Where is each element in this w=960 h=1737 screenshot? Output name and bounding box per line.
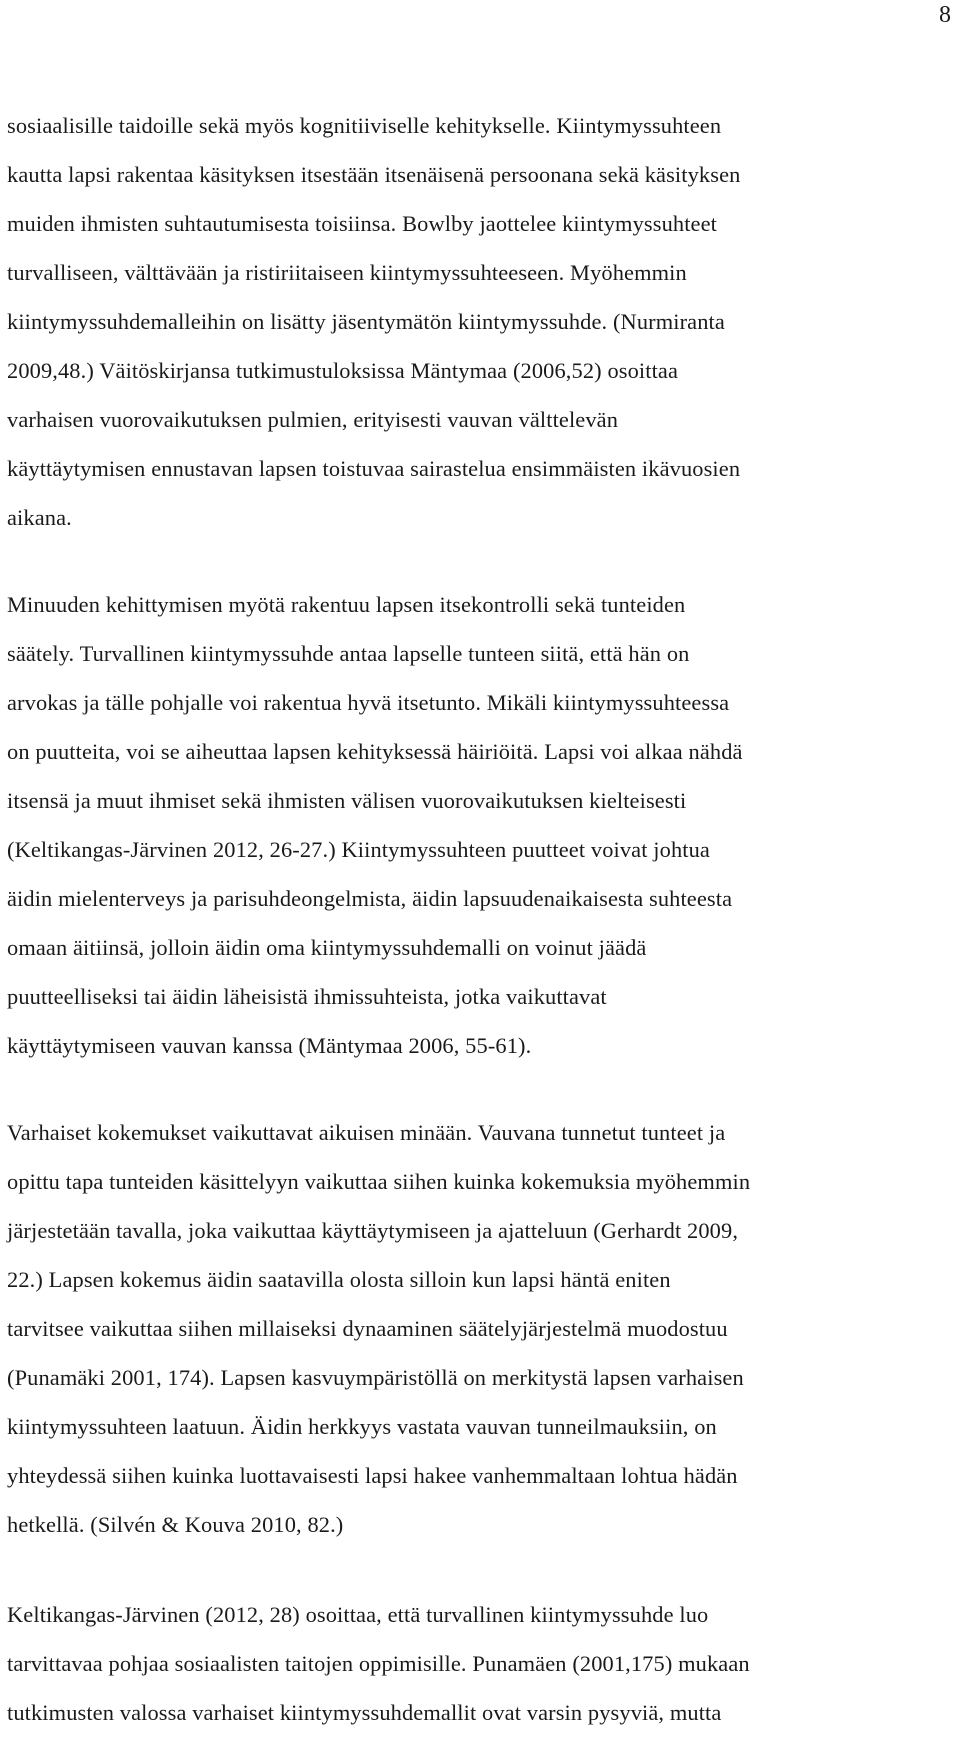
text-line: säätely. Turvallinen kiintymyssuhde antaa lapselle tunteen siitä, että hän on bbox=[7, 641, 690, 666]
text-line: puutteelliseksi tai äidin läheisistä ihmissuhteista, jotka vaikuttavat bbox=[7, 984, 607, 1009]
text-line: käyttäytymiseen vauvan kanssa (Mäntymaa 2006, 55-61). bbox=[7, 1033, 532, 1058]
text-line: äidin mielenterveys ja parisuhdeongelmista, äidin lapsuudenaikaisesta suhteesta bbox=[7, 886, 733, 911]
text-line: Keltikangas-Järvinen (2012, 28) osoittaa, että turvallinen kiintymyssuhde luo bbox=[7, 1602, 709, 1627]
text-line: 2009,48.) Väitöskirjansa tutkimustuloksissa Mäntymaa (2006,52) osoittaa bbox=[7, 358, 679, 383]
text-line: hetkellä. (Silvén & Kouva 2010, 82.) bbox=[7, 1512, 344, 1537]
text-line: kiintymyssuhdemalleihin on lisätty jäsentymätön kiintymyssuhde. (Nurmiranta bbox=[7, 309, 725, 334]
text-line: turvalliseen, välttävään ja ristiriitaiseen kiintymyssuhteeseen. Myöhemmin bbox=[7, 260, 687, 285]
paragraph bbox=[7, 101, 957, 542]
text-line: aikana. bbox=[7, 505, 72, 530]
text-line: opittu tapa tunteiden käsittelyyn vaikuttaa siihen kuinka kokemuksia myöhemmin bbox=[7, 1169, 751, 1194]
text-line: (Keltikangas-Järvinen 2012, 26-27.) Kiintymyssuhteen puutteet voivat johtua bbox=[7, 837, 710, 862]
text-line: 22.) Lapsen kokemus äidin saatavilla olosta silloin kun lapsi häntä eniten bbox=[7, 1267, 671, 1292]
text-line: sosiaalisille taidoille sekä myös kognitiiviselle kehitykselle. Kiintymyssuhteen bbox=[7, 113, 722, 138]
text-line: varhaisen vuorovaikutuksen pulmien, erityisesti vauvan välttelevän bbox=[7, 407, 619, 432]
text-line: Minuuden kehittymisen myötä rakentuu lapsen itsekontrolli sekä tunteiden bbox=[7, 592, 686, 617]
text-line: tarvitsee vaikuttaa siihen millaiseksi dynaaminen säätelyjärjestelmä muodostuu bbox=[7, 1316, 728, 1341]
text-line: käyttäytymisen ennustavan lapsen toistuvaa sairastelua ensimmäisten ikävuosien bbox=[7, 456, 741, 481]
paragraph bbox=[7, 580, 957, 1070]
text-line: Varhaiset kokemukset vaikuttavat aikuisen minään. Vauvana tunnetut tunteet ja bbox=[7, 1120, 726, 1145]
text-line: järjestetään tavalla, joka vaikuttaa käyttäytymiseen ja ajatteluun (Gerhardt 2009, bbox=[7, 1218, 739, 1243]
paragraph bbox=[7, 1108, 957, 1549]
text-line: yhteydessä siihen kuinka luottavaisesti lapsi hakee vanhemmaltaan lohtua hädän bbox=[7, 1463, 738, 1488]
text-line: kautta lapsi rakentaa käsityksen itsestään itsenäisenä persoonana sekä käsityksen bbox=[7, 162, 741, 187]
text-line: muiden ihmisten suhtautumisesta toisiinsa. Bowlby jaottelee kiintymyssuhteet bbox=[7, 211, 717, 236]
paragraph bbox=[7, 1590, 957, 1737]
text-line: tarvittavaa pohjaa sosiaalisten taitojen oppimisille. Punamäen (2001,175) mukaan bbox=[7, 1651, 750, 1676]
text-line: kiintymyssuhteen laatuun. Äidin herkkyys vastata vauvan tunneilmauksiin, on bbox=[7, 1414, 717, 1439]
text-line: on puutteita, voi se aiheuttaa lapsen kehityksessä häiriöitä. Lapsi voi alkaa nähdä bbox=[7, 739, 743, 764]
page-number: 8 bbox=[939, 2, 951, 28]
text-line: omaan äitiinsä, jolloin äidin oma kiintymyssuhdemalli on voinut jäädä bbox=[7, 935, 647, 960]
text-line: arvokas ja tälle pohjalle voi rakentua hyvä itsetunto. Mikäli kiintymyssuhteessa bbox=[7, 690, 730, 715]
text-line: (Punamäki 2001, 174). Lapsen kasvuympäristöllä on merkitystä lapsen varhaisen bbox=[7, 1365, 744, 1390]
text-line: itsensä ja muut ihmiset sekä ihmisten välisen vuorovaikutuksen kielteisesti bbox=[7, 788, 687, 813]
text-line: tutkimusten valossa varhaiset kiintymyssuhdemallit ovat varsin pysyviä, mutta bbox=[7, 1700, 722, 1725]
